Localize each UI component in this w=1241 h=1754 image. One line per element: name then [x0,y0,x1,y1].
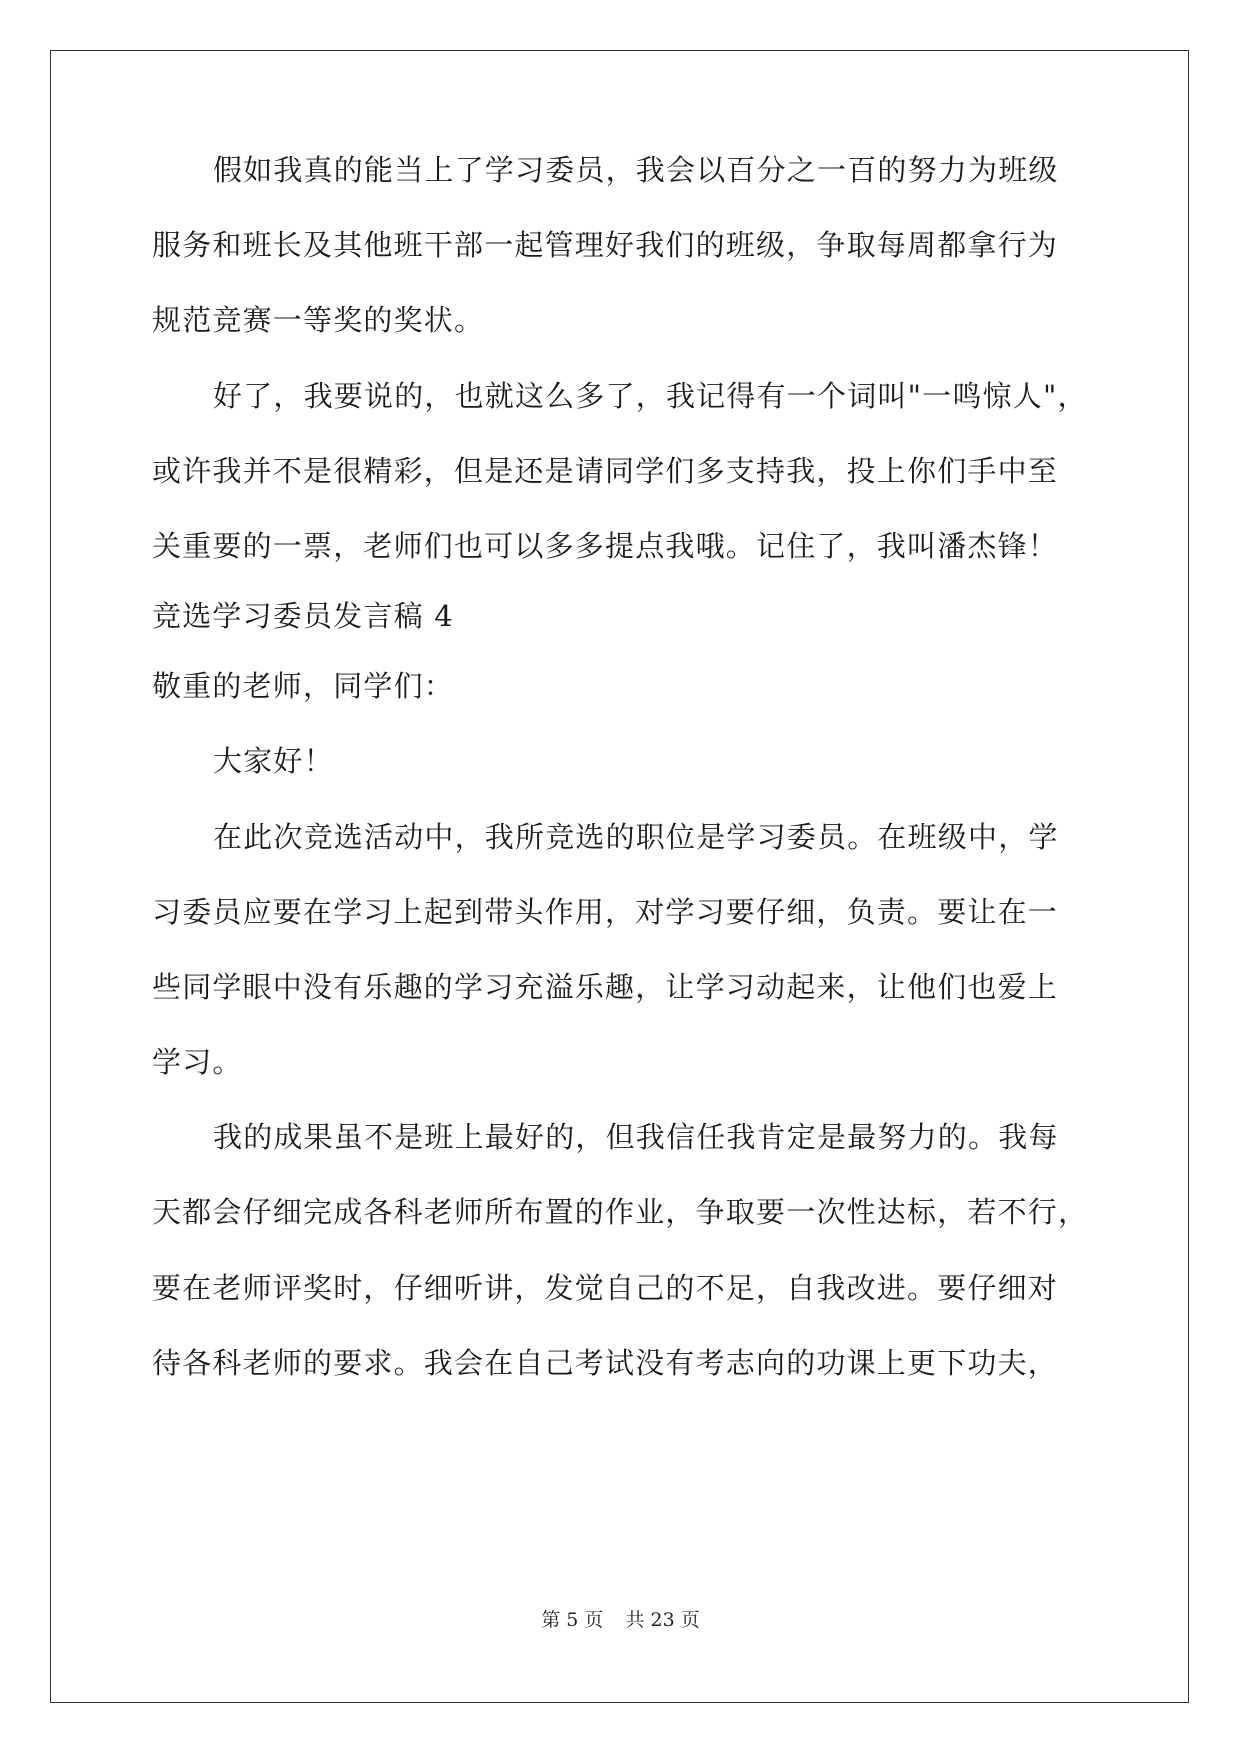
paragraph-line: 学习。 [152,1045,243,1079]
paragraph-line: 在此次竞选活动中，我所竞选的职位是学习委员。在班级中，学 [213,820,1059,854]
paragraph-line: 或许我并不是很精彩，但是还是请同学们多支持我，投上你们手中至 [152,454,1059,488]
paragraph-line: 习委员应要在学习上起到带头作用，对学习要仔细，负责。要让在一 [152,895,1059,929]
page-total: 共 23 页 [625,1609,700,1631]
paragraph-line: 要在老师评奖时，仔细听讲，发觉自己的不足，自我改进。要仔细对 [152,1271,1059,1305]
paragraph-line: 好了，我要说的，也就这么多了，我记得有一个词叫"一鸣惊人"， [213,379,1088,413]
paragraph-line: 天都会仔细完成各科老师所布置的作业，争取要一次性达标，若不行， [152,1195,1089,1229]
page-footer [0,1608,1241,1632]
paragraph-line: 我的成果虽不是班上最好的，但我信任我肯定是最努力的。我每 [213,1120,1059,1154]
greeting: 大家好！ [213,744,334,778]
salutation: 敬重的老师，同学们： [152,669,455,703]
section-heading: 竞选学习委员发言稿 4 [152,599,454,633]
paragraph-line: 服务和班长及其他班干部一起管理好我们的班级，争取每周都拿行为 [152,228,1059,262]
page-border [50,50,1189,1703]
paragraph-line: 规范竞赛一等奖的奖状。 [152,303,485,337]
page-number: 第 5 页 [541,1609,604,1631]
paragraph-line: 些同学眼中没有乐趣的学习充溢乐趣，让学习动起来，让他们也爱上 [152,970,1059,1004]
paragraph-line: 假如我真的能当上了学习委员，我会以百分之一百的努力为班级 [213,153,1059,187]
paragraph-line: 关重要的一票，老师们也可以多多提点我哦。记住了，我叫潘杰锋！ [152,529,1059,563]
paragraph-line: 待各科老师的要求。我会在自己考试没有考志向的功课上更下功夫， [152,1346,1059,1380]
